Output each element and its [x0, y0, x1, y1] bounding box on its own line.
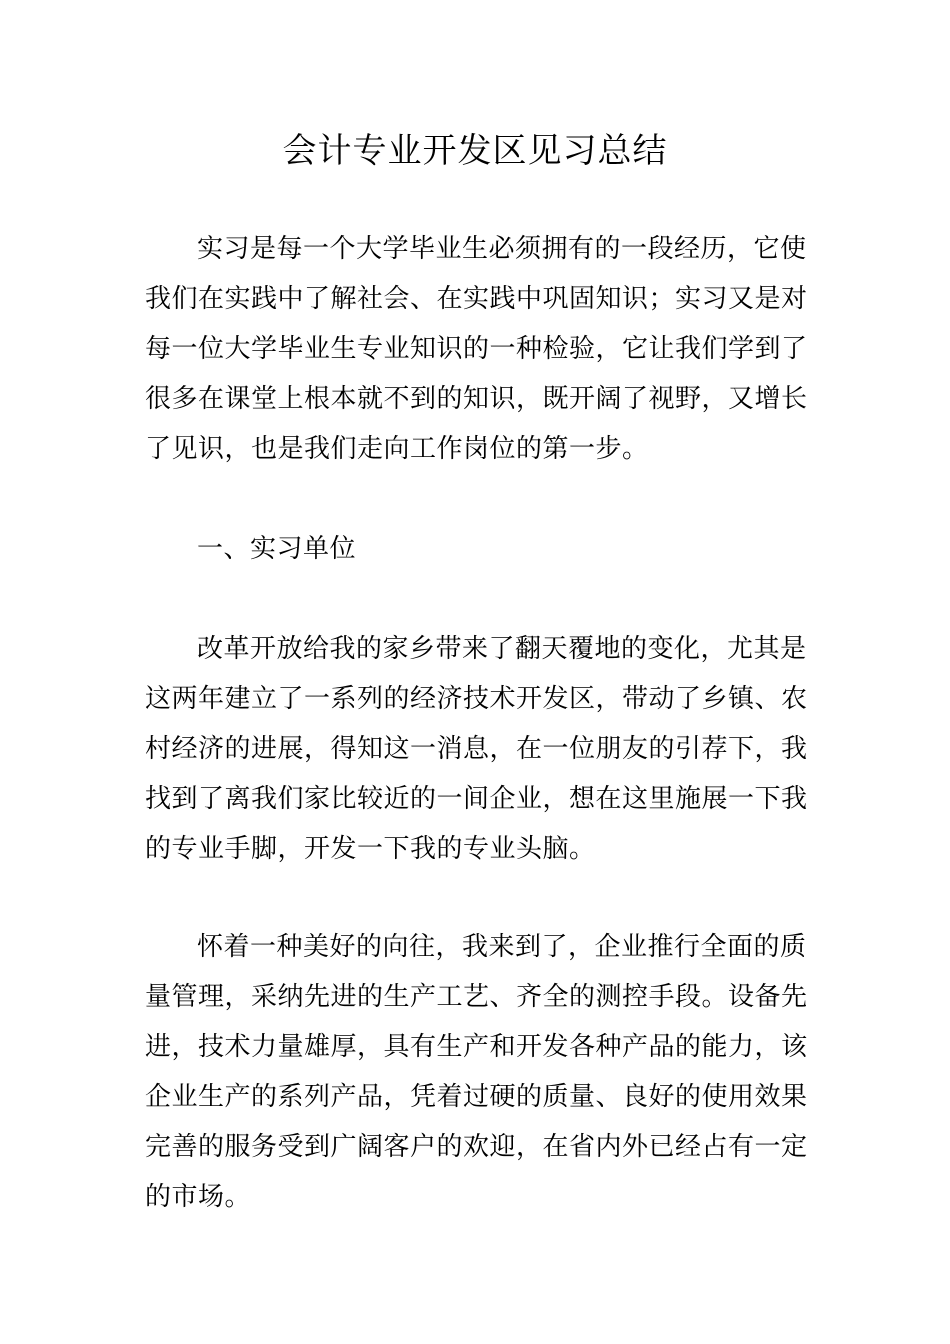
paragraph-line: 我们在实践中了解社会、在实践中巩固知识；实习又是对: [145, 284, 808, 314]
paragraph-line: 进，技术力量雄厚，具有生产和开发各种产品的能力，该: [145, 1032, 808, 1062]
paragraph-line: 这两年建立了一系列的经济技术开发区，带动了乡镇、农: [145, 684, 808, 714]
company-paragraph: [145, 922, 810, 1222]
paragraph-line: 完善的服务受到广阔客户的欢迎，在省内外已经占有一定: [145, 1132, 808, 1162]
paragraph-line: 量管理，采纳先进的生产工艺、齐全的测控手段。设备先: [145, 982, 808, 1012]
paragraph-line: 很多在课堂上根本就不到的知识，既开阔了视野，又增长: [145, 384, 808, 414]
document-title: 会计专业开发区见习总结: [282, 131, 668, 171]
paragraph-line: 找到了离我们家比较近的一间企业，想在这里施展一下我: [145, 784, 808, 814]
paragraph-line: 的市场。: [145, 1182, 252, 1212]
paragraph-line: 的专业手脚，开发一下我的专业头脑。: [145, 834, 596, 864]
paragraph-line: 了见识，也是我们走向工作岗位的第一步。: [145, 434, 649, 464]
paragraph-line: 改革开放给我的家乡带来了翻天覆地的变化，尤其是: [197, 634, 807, 664]
intro-paragraph: [145, 224, 810, 474]
section-heading: [145, 524, 810, 574]
paragraph-line: 村经济的进展，得知这一消息，在一位朋友的引荐下，我: [145, 734, 808, 764]
paragraph-line: 每一位大学毕业生专业知识的一种检验，它让我们学到了: [145, 334, 808, 364]
section1-paragraph: [145, 624, 810, 874]
paragraph-line: 实习是每一个大学毕业生必须拥有的一段经历，它使: [197, 234, 807, 264]
section-heading-text: 一、实习单位: [197, 534, 357, 564]
paragraph-line: 怀着一种美好的向往，我来到了，企业推行全面的质: [197, 932, 807, 962]
paragraph-line: 企业生产的系列产品，凭着过硬的质量、良好的使用效果: [145, 1082, 808, 1112]
